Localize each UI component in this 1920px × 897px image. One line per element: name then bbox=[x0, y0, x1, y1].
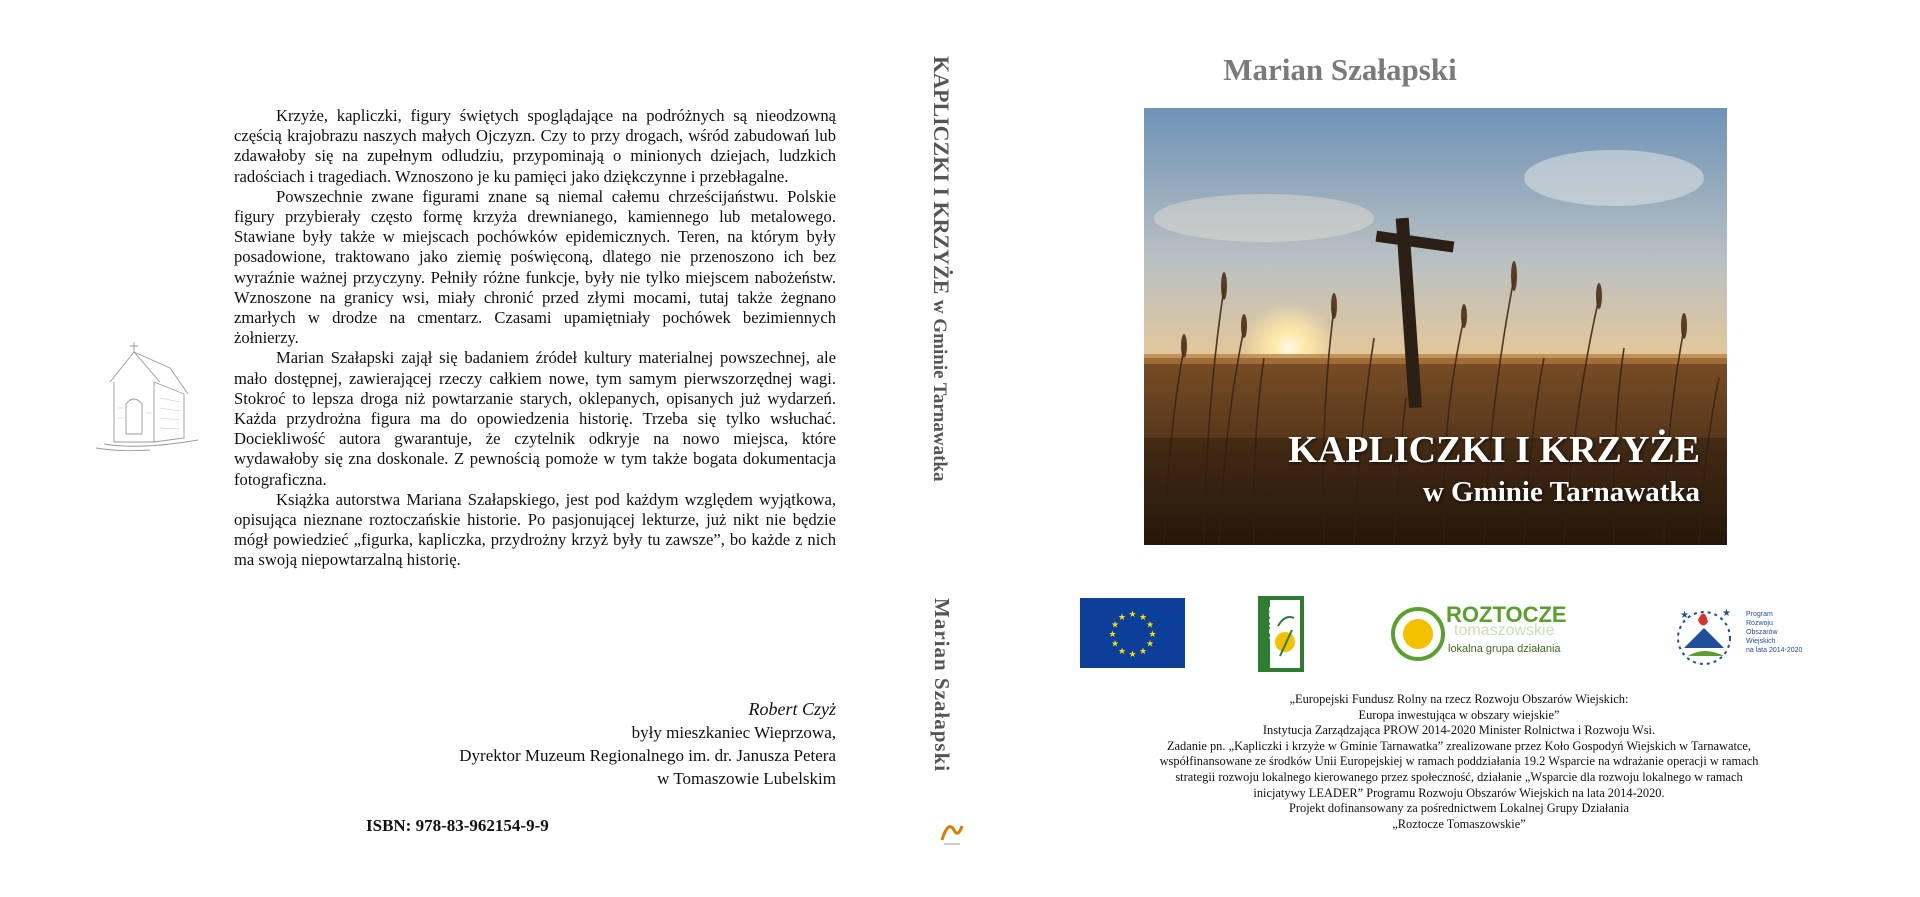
cover-title-main: KAPLICZKI I KRZYŻE bbox=[1288, 429, 1700, 471]
cover-subtitle: w Gminie Tarnawatka bbox=[1422, 476, 1700, 508]
isbn: ISBN: 978-83-962154-9-9 bbox=[366, 816, 549, 835]
svg-text:★: ★ bbox=[1145, 639, 1155, 650]
description-paragraph: Krzyże, kapliczki, figury świętych spoglądające na podróżnych są nieodzowną częścią krajobrazu naszych małych Ojczyzn. Czy to przy drogach, wśród zabudowań lub zdawałoby się na zupełnym odludziu, przypominają o minionych dziejach, ludzkich radościach i tragediach. Wznoszono je ku pamięci jako dziękczynne i przebłagalne. bbox=[234, 106, 836, 186]
back-cover-description bbox=[234, 106, 836, 571]
svg-text:★: ★ bbox=[1117, 647, 1127, 657]
reviewer-signature bbox=[380, 698, 836, 790]
prow-label bbox=[1746, 610, 1802, 655]
prow-line: Wiejskich bbox=[1746, 638, 1776, 645]
chapel-sketch-icon bbox=[90, 338, 210, 458]
sun-icon bbox=[1390, 606, 1446, 662]
prow-logo bbox=[1668, 600, 1808, 672]
svg-text:★: ★ bbox=[1148, 630, 1157, 640]
funding-notice bbox=[1064, 692, 1854, 832]
svg-text:★: ★ bbox=[1138, 647, 1148, 657]
funding-line: Zadanie pn. „Kapliczki i krzyże w Gminie Tarnawatka” zrealizowane przez Koło Gospodyń Wiejskich w Tarnawatce, bbox=[1166, 738, 1751, 753]
front-author: Marian Szałapski bbox=[1223, 52, 1457, 87]
cover-title bbox=[1144, 428, 1700, 512]
reviewer-name: Robert Czyż bbox=[748, 699, 836, 719]
spine-subtitle: w Gminie Tarnawatka bbox=[929, 299, 950, 482]
spine-title bbox=[920, 56, 980, 526]
leader-logo-icon bbox=[1258, 596, 1304, 672]
spine-title-main: KAPLICZKI I KRZYŻE bbox=[929, 56, 954, 295]
funding-line: Europa inwestująca w obszary wiejskie” bbox=[1358, 707, 1560, 722]
svg-text:★: ★ bbox=[1722, 608, 1731, 619]
funding-line: strategii rozwoju lokalnego kierowanego przez społeczność, działanie „Wsparcie dla rozwoju lokalnego w ramach bbox=[1175, 769, 1743, 784]
roztocze-logo bbox=[1390, 604, 1610, 670]
spine-author bbox=[920, 598, 980, 798]
prow-line: Obszarów bbox=[1746, 629, 1778, 636]
prow-line: Rozwoju bbox=[1746, 620, 1773, 627]
reviewer-line: Dyrektor Muzeum Regionalnego im. dr. Janusza Petera bbox=[459, 746, 836, 765]
svg-text:★: ★ bbox=[1110, 639, 1120, 650]
prow-line: na lata 2014-2020 bbox=[1746, 647, 1803, 654]
description-paragraph: Powszechnie zwane figurami znane są niemal całemu chrześcijaństwu. Polskie figury przybierały często formę krzyża drewnianego, kamiennego lub metalowego. Stawiane były także w miejscach pochówków epidemicznych. Teren, na którym były posadowione, traktowano jako ziemię poświęconą, dlatego nie przenoszono ich bez wyraźnie ważnej przyczyny. Pełniły różne funkcje, były nie tylko miejscem nabożeństw. Wznoszone na granicy wsi, miały chronić przed złymi mocami, tutaj także żegnano zmarłych w drodze na cmentarz. Czasami upamiętniały pochówek bezimiennych żołnierzy. bbox=[234, 186, 836, 348]
leader-label: LEADER bbox=[1267, 606, 1277, 639]
funding-line: współfinansowane ze środków Unii Europejskiej w ramach poddziałania 19.2 Wsparcie na wdrażanie operacji w ramach bbox=[1159, 754, 1759, 769]
publisher-logo-icon bbox=[938, 818, 966, 848]
roztocze-main: ROZTOCZE bbox=[1446, 602, 1567, 627]
prow-line: Program bbox=[1746, 611, 1773, 618]
funding-line: Projekt dofinansowany za pośrednictwem Lokalnej Grupy Działania bbox=[1289, 801, 1629, 816]
svg-text:★: ★ bbox=[1128, 650, 1137, 660]
svg-text:★: ★ bbox=[1128, 610, 1137, 620]
svg-text:★: ★ bbox=[1145, 620, 1155, 631]
roztocze-sub: tomaszowskie bbox=[1454, 622, 1555, 639]
svg-text:★: ★ bbox=[1138, 613, 1148, 623]
funding-line: inicjatywy LEADER” Programu Rozwoju Obszarów Wiejskich na lata 2014-2020. bbox=[1253, 785, 1665, 800]
funding-line: „Europejski Fundusz Rolny na rzecz Rozwoju Obszarów Wiejskich: bbox=[1289, 692, 1629, 706]
roztocze-tagline: lokalna grupa działania bbox=[1448, 643, 1561, 655]
prow-emblem-icon bbox=[1668, 600, 1748, 672]
description-paragraph: Książka autorstwa Mariana Szałapskiego, jest pod każdym względem wyjątkowa, opisująca nieznane roztoczańskie historie. Po pasjonującej lekturze, już nikt nie będzie mógł powiedzieć „figurka, kapliczka, przydrożny krzyż były tu zawsze”, bo każde z nich ma swoją niepowtarzalną historię. bbox=[234, 489, 836, 570]
svg-text:★: ★ bbox=[1110, 620, 1120, 631]
funding-line: „Roztocze Tomaszowskie” bbox=[1392, 816, 1526, 831]
sponsor-logos bbox=[1080, 596, 1820, 674]
eu-flag-icon bbox=[1080, 598, 1185, 668]
funding-line: Instytucja Zarządzająca PROW 2014-2020 Minister Rolnictwa i Rozwoju Wsi. bbox=[1262, 723, 1656, 738]
description-paragraph: Marian Szałapski zajął się badaniem źródeł kultury materialnej powszechnej, ale mało dostępnej, zawierającej rzeczy całkiem nowe, tym samym pierwszorzędnej wagi. Stokroć to lepsza droga niż powtarzanie starych, oklepanych, opisanych już wydarzeń. Każda przydrożna figura ma do opowiedzenia historię. Trzeba się tylko wsłuchać. Dociekliwość autora gwarantuje, że czytelnik odkryje na nowo miejsca, które wydawałoby się zna doskonale. Z pewnością pomoże w tym także bogata dokumentacja fotograficzna. bbox=[234, 348, 836, 489]
spine-author-name: Marian Szałapski bbox=[930, 598, 954, 773]
svg-text:★: ★ bbox=[1117, 613, 1127, 623]
svg-text:★: ★ bbox=[1108, 630, 1117, 640]
svg-text:★: ★ bbox=[1680, 610, 1689, 621]
reviewer-line: były mieszkaniec Wieprzowa, bbox=[631, 723, 836, 742]
reviewer-line: w Tomaszowie Lubelskim bbox=[657, 769, 836, 788]
